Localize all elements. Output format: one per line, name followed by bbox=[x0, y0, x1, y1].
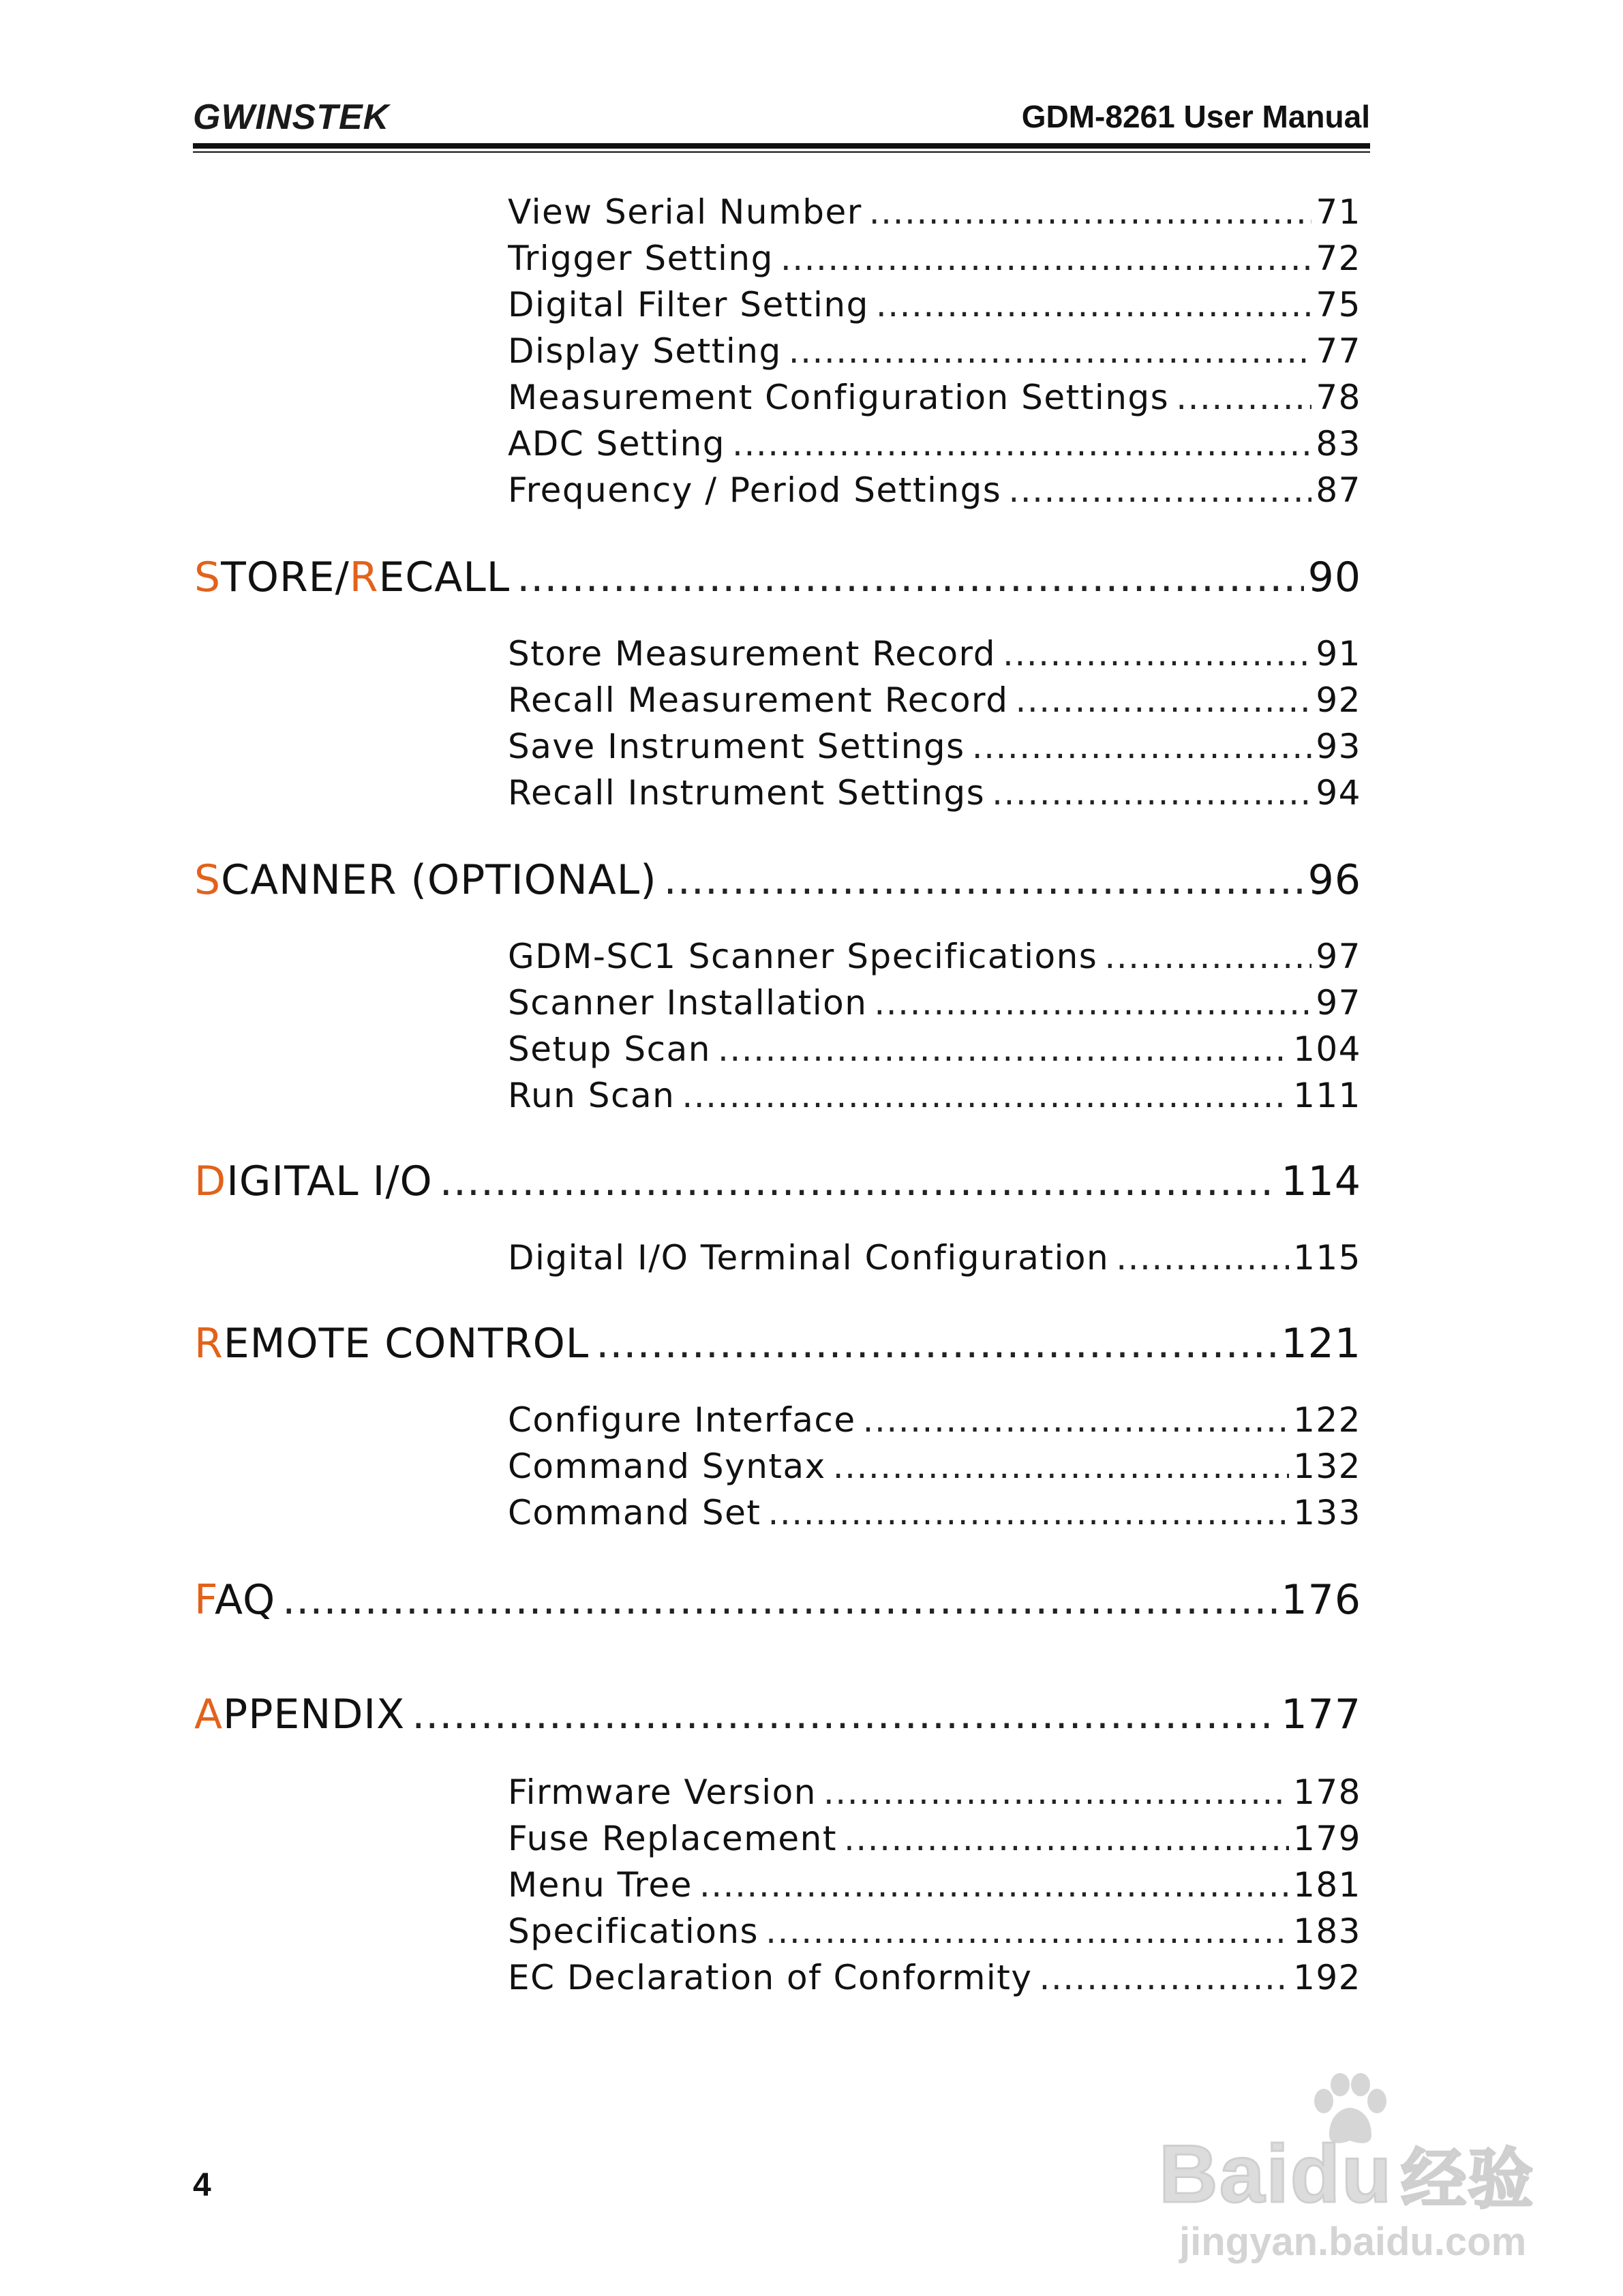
page-number: 4 bbox=[193, 2167, 211, 2203]
toc-entry-page: 181 bbox=[1293, 1865, 1361, 1905]
toc-entry-label: Setup Scan bbox=[508, 1029, 711, 1069]
toc-entry-label: Menu Tree bbox=[508, 1865, 693, 1905]
toc-entry-label: Digital I/O Terminal Configuration bbox=[508, 1238, 1110, 1278]
dot-leader bbox=[1040, 1958, 1290, 1997]
dot-leader bbox=[863, 1400, 1289, 1440]
toc-entry[interactable] bbox=[508, 1958, 1361, 2003]
toc-entry[interactable] bbox=[508, 634, 1361, 679]
toc-entry[interactable] bbox=[508, 285, 1361, 330]
toc-entry-page: 78 bbox=[1316, 378, 1361, 417]
toc-chapter-label: APPENDIX bbox=[194, 1691, 406, 1738]
toc-entry[interactable] bbox=[508, 1029, 1361, 1074]
toc-entry[interactable] bbox=[508, 1772, 1361, 1817]
toc-entry-page: 97 bbox=[1316, 937, 1361, 976]
dot-leader bbox=[1104, 937, 1311, 976]
toc-entry-label: Firmware Version bbox=[508, 1772, 817, 1812]
toc-chapter-page: 90 bbox=[1307, 554, 1361, 601]
toc-entry[interactable] bbox=[508, 424, 1361, 469]
toc-entry-label: Digital Filter Setting bbox=[508, 285, 869, 324]
toc-entry-page: 132 bbox=[1293, 1447, 1361, 1486]
dot-leader bbox=[732, 424, 1311, 464]
toc-entry-page: 115 bbox=[1293, 1238, 1361, 1278]
toc-entry-page: 91 bbox=[1316, 634, 1361, 674]
toc-entry-page: 179 bbox=[1293, 1819, 1361, 1858]
baidu-watermark bbox=[1159, 2072, 1541, 2263]
toc-entry[interactable] bbox=[508, 1819, 1361, 1864]
dot-leader bbox=[412, 1691, 1277, 1738]
dot-leader bbox=[768, 1493, 1289, 1532]
toc-entry-label: Command Syntax bbox=[508, 1447, 826, 1486]
toc-entry[interactable] bbox=[508, 727, 1361, 772]
toc-chapter-page: 177 bbox=[1281, 1691, 1361, 1738]
toc-entry-page: 133 bbox=[1293, 1493, 1361, 1532]
gw-instek-logo: GWINSTEK bbox=[193, 97, 390, 137]
toc-entry-label: Specifications bbox=[508, 1912, 759, 1951]
toc-entry-page: 93 bbox=[1316, 727, 1361, 766]
toc-entry[interactable] bbox=[508, 773, 1361, 818]
toc-chapter-page: 96 bbox=[1307, 856, 1361, 904]
toc-entry[interactable] bbox=[508, 331, 1361, 376]
dot-leader bbox=[780, 239, 1312, 278]
toc-chapter[interactable] bbox=[194, 1320, 1361, 1374]
toc-entry-page: 72 bbox=[1316, 239, 1361, 278]
toc-entry-label: Run Scan bbox=[508, 1076, 676, 1115]
toc-entry-page: 94 bbox=[1316, 773, 1361, 813]
toc-entry-label: Frequency / Period Settings bbox=[508, 470, 1002, 510]
toc-entry[interactable] bbox=[508, 1076, 1361, 1121]
toc-entry[interactable] bbox=[508, 1400, 1361, 1445]
toc-entry[interactable] bbox=[508, 1238, 1361, 1283]
dot-leader bbox=[718, 1029, 1289, 1069]
toc-entry-label: Save Instrument Settings bbox=[508, 727, 965, 766]
toc-entry[interactable] bbox=[508, 1447, 1361, 1492]
toc-entry[interactable] bbox=[508, 192, 1361, 237]
manual-title: GDM-8261 User Manual bbox=[1021, 99, 1370, 134]
toc-chapter[interactable] bbox=[194, 1576, 1361, 1631]
watermark-brand: Baidu 经验 bbox=[1159, 2128, 1535, 2220]
toc-entry-label: GDM-SC1 Scanner Specifications bbox=[508, 937, 1098, 976]
toc-chapter[interactable] bbox=[194, 1158, 1361, 1212]
toc-chapter-page: 176 bbox=[1281, 1576, 1361, 1624]
toc-entry-label: Trigger Setting bbox=[508, 239, 774, 278]
toc-entry-page: 192 bbox=[1293, 1958, 1361, 1997]
toc-entry-page: 122 bbox=[1293, 1400, 1361, 1440]
dot-leader bbox=[282, 1576, 1277, 1624]
toc-entry[interactable] bbox=[508, 1493, 1361, 1538]
toc-entry[interactable] bbox=[508, 1912, 1361, 1957]
toc-entry-page: 87 bbox=[1316, 470, 1361, 510]
dot-leader bbox=[1008, 470, 1311, 510]
dot-leader bbox=[699, 1865, 1289, 1905]
dot-leader bbox=[682, 1076, 1289, 1115]
dot-leader bbox=[823, 1772, 1289, 1812]
toc-chapter-page: 114 bbox=[1281, 1158, 1361, 1205]
toc-chapter[interactable] bbox=[194, 856, 1361, 911]
watermark-site: jingyan.baidu.com bbox=[1179, 2220, 1527, 2264]
toc-entry-label: Recall Measurement Record bbox=[508, 680, 1009, 720]
toc-entry-page: 71 bbox=[1316, 192, 1361, 232]
toc-chapter-label: DIGITAL I/O bbox=[194, 1158, 433, 1205]
toc-entry-label: Measurement Configuration Settings bbox=[508, 378, 1170, 417]
dot-leader bbox=[664, 856, 1304, 904]
toc-entry[interactable] bbox=[508, 937, 1361, 982]
toc-chapter-label: STORE/RECALL bbox=[194, 554, 511, 601]
dot-leader bbox=[440, 1158, 1277, 1205]
toc-chapter-label: SCANNER (OPTIONAL) bbox=[194, 856, 657, 904]
toc-chapter-label: REMOTE CONTROL bbox=[194, 1320, 590, 1368]
toc-entry-page: 111 bbox=[1293, 1076, 1361, 1115]
dot-leader bbox=[789, 331, 1312, 371]
toc-entry-label: Command Set bbox=[508, 1493, 761, 1532]
toc-entry-label: Recall Instrument Settings bbox=[508, 773, 986, 813]
toc-entry[interactable] bbox=[508, 1865, 1361, 1910]
dot-leader bbox=[844, 1819, 1289, 1858]
toc-entry-page: 97 bbox=[1316, 983, 1361, 1023]
toc-entry-page: 183 bbox=[1293, 1912, 1361, 1951]
toc-entry-label: ADC Setting bbox=[508, 424, 726, 464]
dot-leader bbox=[1003, 634, 1311, 674]
toc-entry-label: EC Declaration of Conformity bbox=[508, 1958, 1033, 1997]
toc-chapter[interactable] bbox=[194, 1691, 1361, 1745]
toc-entry-page: 92 bbox=[1316, 680, 1361, 720]
toc-entry[interactable] bbox=[508, 378, 1361, 423]
toc-chapter-page: 121 bbox=[1281, 1320, 1361, 1368]
toc-entry-page: 83 bbox=[1316, 424, 1361, 464]
toc-entry-page: 77 bbox=[1316, 331, 1361, 371]
toc-entry[interactable] bbox=[508, 239, 1361, 284]
toc-entry-label: View Serial Number bbox=[508, 192, 862, 232]
dot-leader bbox=[765, 1912, 1289, 1951]
toc-entry-label: Configure Interface bbox=[508, 1400, 856, 1440]
toc-chapter[interactable] bbox=[194, 554, 1361, 608]
dot-leader bbox=[972, 727, 1312, 766]
toc-entry-label: Scanner Installation bbox=[508, 983, 868, 1023]
toc-entry[interactable] bbox=[508, 680, 1361, 725]
dot-leader bbox=[833, 1447, 1289, 1486]
dot-leader bbox=[1015, 680, 1311, 720]
toc-entry-label: Fuse Replacement bbox=[508, 1819, 837, 1858]
dot-leader bbox=[874, 983, 1311, 1023]
dot-leader bbox=[596, 1320, 1277, 1368]
toc-entry-page: 104 bbox=[1293, 1029, 1361, 1069]
dot-leader bbox=[869, 192, 1312, 232]
toc-entry[interactable] bbox=[508, 983, 1361, 1028]
dot-leader bbox=[992, 773, 1311, 813]
dot-leader bbox=[517, 554, 1303, 601]
dot-leader bbox=[876, 285, 1312, 324]
toc-entry-page: 75 bbox=[1316, 285, 1361, 324]
toc-chapter-label: FAQ bbox=[194, 1576, 276, 1624]
toc-entry-page: 178 bbox=[1293, 1772, 1361, 1812]
dot-leader bbox=[1116, 1238, 1289, 1278]
toc-entry-label: Store Measurement Record bbox=[508, 634, 996, 674]
toc-entry[interactable] bbox=[508, 470, 1361, 515]
dot-leader bbox=[1176, 378, 1311, 417]
toc-entry-label: Display Setting bbox=[508, 331, 782, 371]
